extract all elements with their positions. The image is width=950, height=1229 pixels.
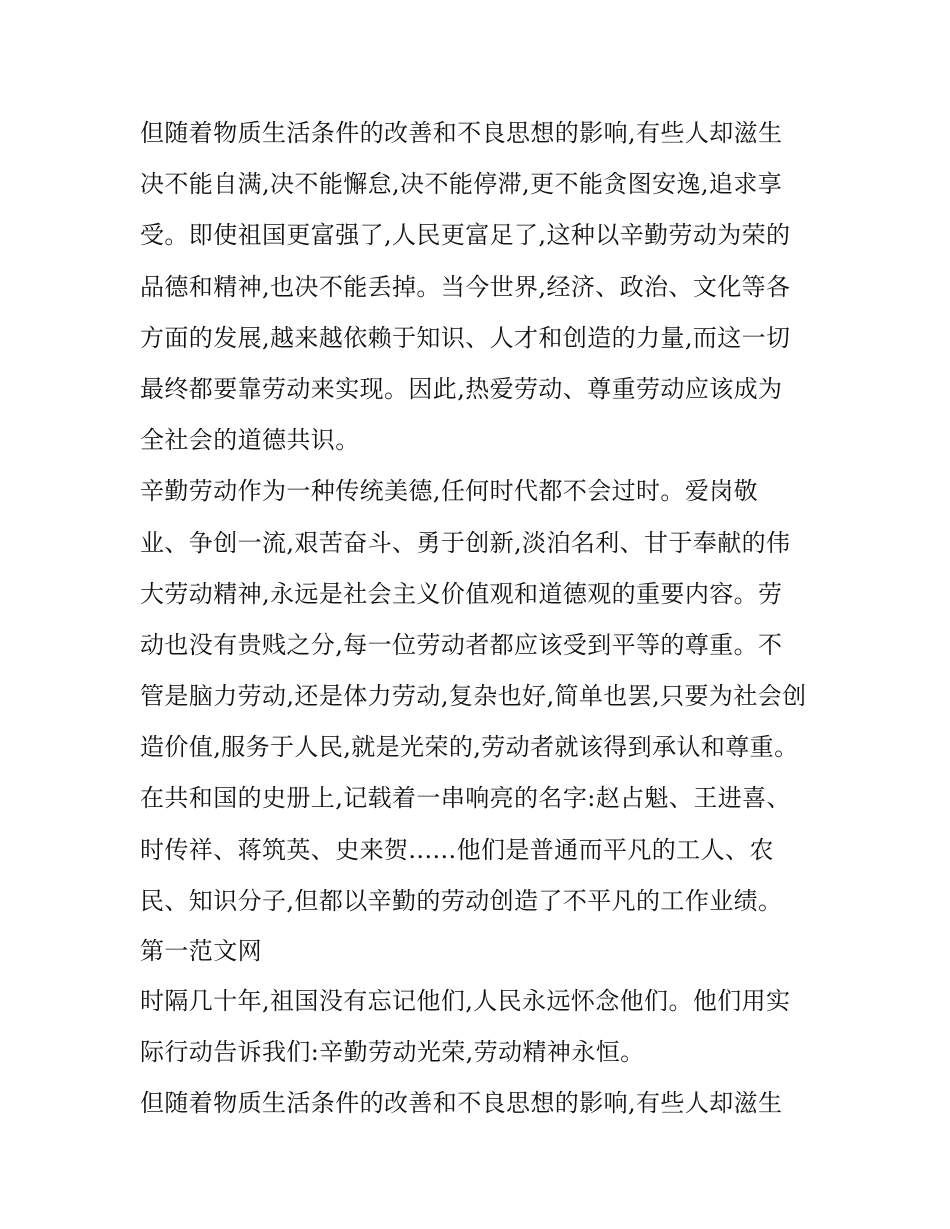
source-label: 第一范文网: [140, 937, 262, 965]
text-line: 但随着物质生活条件的改善和不良思想的影响,有些人却滋生: [140, 119, 783, 147]
text-line: 大劳动精神,永远是社会主义价值观和道德观的重要内容。劳: [140, 579, 783, 608]
text-line: 品德和精神,也决不能丢掉。当今世界,经济、政治、文化等各: [140, 272, 791, 301]
text-line: 时隔几十年,祖国没有忘记他们,人民永远怀念他们。他们用实: [140, 987, 791, 1015]
text-line: 受。即使祖国更富强了,人民更富足了,这种以辛勤劳动为荣的: [140, 221, 791, 250]
text-line: 民、知识分子,但都以辛勤的劳动创造了不平凡的工作业绩。: [140, 886, 783, 915]
text-line: 但随着物质生活条件的改善和不良思想的影响,有些人却滋生: [140, 1089, 783, 1118]
text-line: 方面的发展,越来越依赖于知识、人才和创造的力量,而这一切: [140, 323, 791, 352]
text-line: 时传祥、蒋筑英、史来贺......他们是普通而平凡的工人、农: [140, 835, 774, 864]
text-line: 业、争创一流,艰苦奋斗、勇于创新,淡泊名利、甘于奉献的伟: [140, 528, 791, 557]
body-text: [140, 108, 820, 1130]
text-line: 造价值,服务于人民,就是光荣的,劳动者就该得到承认和尊重。: [140, 733, 799, 762]
text-line: 最终都要靠劳动来实现。因此,热爱劳动、尊重劳动应该成为: [140, 374, 783, 403]
text-line: 全社会的道德共识。: [140, 426, 360, 455]
text-line: 决不能自满,决不能懈怠,决不能停滞,更不能贪图安逸,追求享: [140, 170, 783, 199]
text-line: 际行动告诉我们:辛勤劳动光荣,劳动精神永恒。: [140, 1038, 645, 1067]
text-line: 动也没有贵贱之分,每一位劳动者都应该受到平等的尊重。不: [140, 630, 783, 659]
text-line: 辛勤劳动作为一种传统美德,任何时代都不会过时。爱岗敬: [140, 477, 759, 506]
text-line: 在共和国的史册上,记载着一串响亮的名字:赵占魁、王进喜、: [140, 784, 791, 813]
text-line: 管是脑力劳动,还是体力劳动,复杂也好,简单也罢,只要为社会创: [140, 682, 807, 711]
